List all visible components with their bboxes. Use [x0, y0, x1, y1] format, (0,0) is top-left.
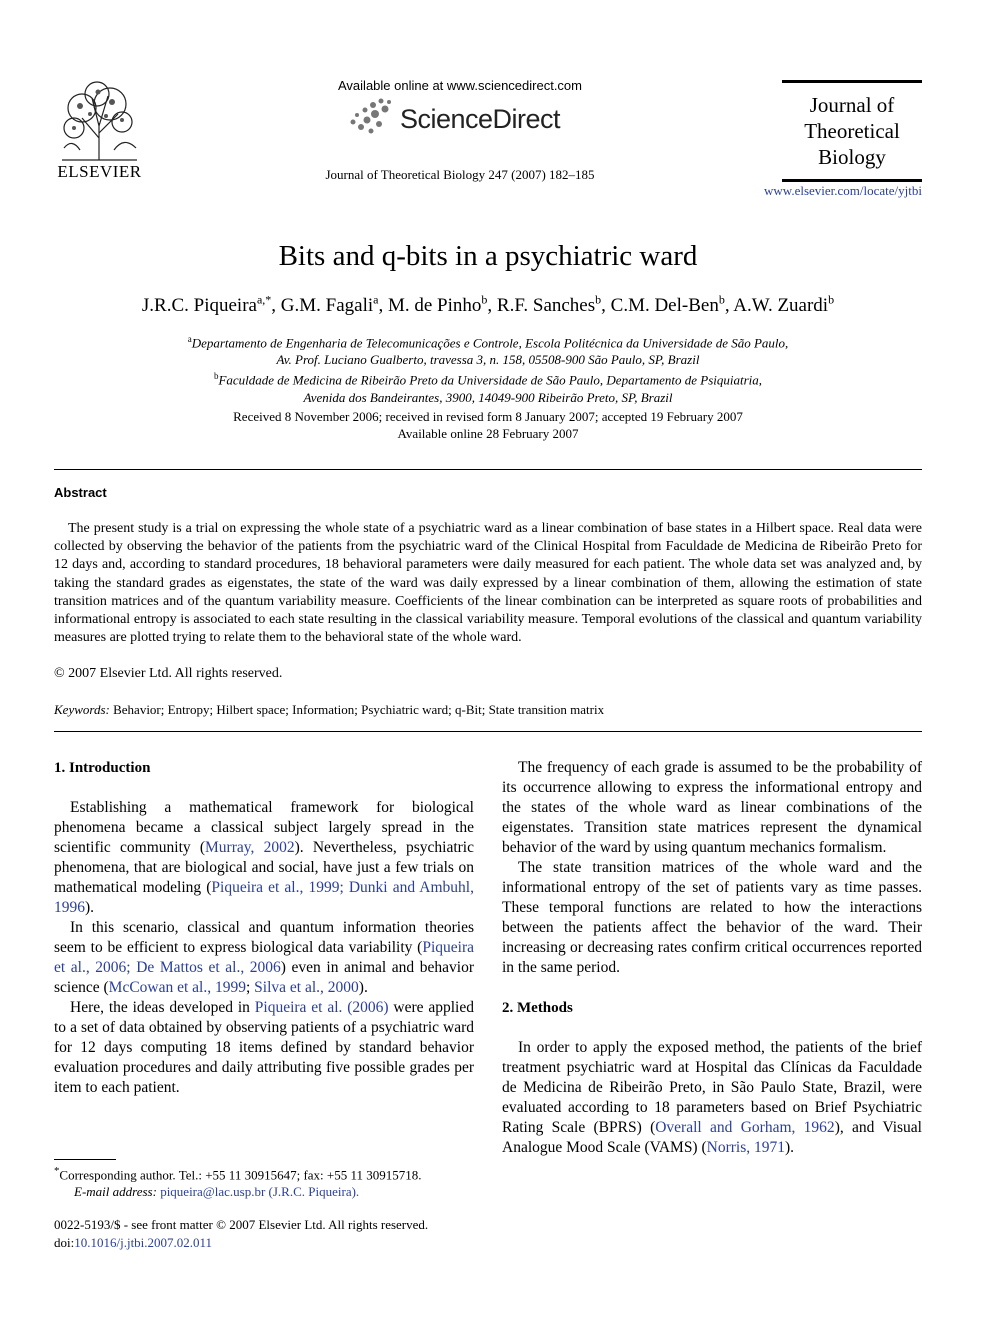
footnote-divider [54, 1159, 116, 1160]
journal-name-line: Theoretical [804, 119, 900, 143]
abstract-text: The present study is a trial on expressing the whole state of a psychiatric ward as a linear combination of base states in a Hilbert space. Real data were collected by observing the behavior of the patients from the psychiatric ward of the Clinical Hospital from Faculdade de Medicina de Ribeirão Preto for 12 days and, according to standard procedures, 18 behavioral parameters were daily measured for each patient. The whole data set was analyzed and, by taking the standard grades as eigenstates, the state of the ward was daily expressed by a linear combination of them, allowing the estimation of state transition matrices and of the quantum variability measure. Coefficients of the linear combination can be interpreted as square roots of probabilities and informational entropy is associated to each state resulting in the classical variability measure. Temporal evolutions of the classical and quantum variability measures are plotted trying to relate them to the behavioral state of the whole ward. [54, 521, 922, 646]
paragraph: Establishing a mathematical framework for biological phenomena became a classical subject largely spread in the scientific community (Murray, 2002). Nevertheless, psychiatric phenomena, that are biological and social, have just a few trials on mathematical modeling (Piqueira et al., 1999; Dunki and Ambuhl, 1996). [54, 799, 474, 916]
email-line: E-mail address: piqueira@lac.usp.br (J.R.C. Piqueira). [74, 1184, 360, 1200]
citation-link[interactable]: Overall and Gorham, 1962 [655, 1119, 835, 1136]
author: C.M. Del-Ben$^b$, [610, 293, 734, 317]
journal-citation: Journal of Theoretical Biology 247 (2007) 182–185 [325, 167, 595, 182]
paragraph: In this scenario, classical and quantum information theories seem to be efficient to express biological data variability (Piqueira et al., 2006; De Mattos et al., 2006) even in animal and behavior science (McCowan et al., 1999; Silva et al., 2000). [54, 919, 474, 996]
divider [54, 469, 922, 470]
publisher-name: ELSEVIER [57, 162, 142, 181]
received-dates: Received 8 November 2006; received in revised form 8 January 2007; accepted 19 February 2007 [233, 409, 743, 424]
section-heading-methods: 2. Methods [502, 1000, 573, 1016]
right-column [502, 758, 922, 1158]
front-matter [54, 1216, 474, 1252]
article-dates [0, 408, 976, 442]
abstract-heading: Abstract [54, 485, 107, 500]
affiliation-address: Avenida dos Bandeirantes, 3900, 14049-900 Ribeirão Preto, SP, Brazil [303, 389, 673, 405]
divider [54, 731, 922, 732]
available-online-text: Available online at www.sciencedirect.com [338, 78, 582, 93]
paragraph: The frequency of each grade is assumed to be the probability of its occurrence allowing to express the informational entropy and the states of the whole ward as linear combinations of the eigenstates. Transition state matrices represent the dynamical behavior of the ward by using quantum mechanics formalism. [502, 759, 922, 856]
author: J.R.C. Piqueira$^{a,*}$, [141, 293, 281, 317]
affiliation: $^a$Departamento de Engenharia de Telecomunicações e Controle, Escola Politécnica da Universidade de São Paulo, [187, 334, 789, 351]
available-date: Available online 28 February 2007 [397, 426, 579, 441]
elsevier-logo [52, 78, 147, 181]
affiliation: $^b$Faculdade de Medicina de Ribeirão Preto da Universidade de São Paulo, Departamento de Psiquiatria, [213, 371, 763, 388]
journal-logo [782, 80, 922, 182]
author: M. de Pinho$^b$, [387, 293, 497, 317]
article-title: Bits and q-bits in a psychiatric ward [278, 240, 698, 272]
author: G.M. Fagali$^a$, [280, 293, 388, 317]
citation-link[interactable]: Norris, 1971 [706, 1139, 785, 1156]
author: A.W. Zuardi$^b$ [733, 293, 835, 317]
sciencedirect-dots-icon [345, 96, 397, 138]
doi-link[interactable]: 10.1016/j.jtbi.2007.02.011 [74, 1235, 213, 1250]
citation-link[interactable]: Piqueira et al., 1999; Dunki and Ambuhl, 1996 [54, 879, 474, 916]
journal-url-link[interactable]: www.elsevier.com/locate/yjtbi [764, 183, 922, 198]
issn-line: 0022-5193/$ - see front matter © 2007 Elsevier Ltd. All rights reserved. [54, 1217, 429, 1232]
paragraph: Here, the ideas developed in Piqueira et al. (2006) were applied to a set of data obtained by observing patients of a psychiatric ward for 12 days computing 18 items defined by standard behavior evaluation procedures and daily attributing five possible grades per item to each patient. [54, 999, 474, 1096]
paragraph: In order to apply the exposed method, the patients of the brief treatment psychiatric ward at Hospital das Clínicas da Faculdade de Medicina de Ribeirão Preto, in São Paulo State, Brazil, were evaluated according to 18 parameters based on Brief Psychiatric Rating Scale (BPRS) (Overall and Gorham, 1962), and Visual Analogue Mood Scale (VAMS) (Norris, 1971). [502, 1039, 922, 1156]
sciencedirect-logo [345, 96, 605, 140]
keywords: Keywords: Behavior; Entropy; Hilbert space; Information; Psychiatric ward; q-Bit; State transition matrix [54, 702, 605, 717]
journal-name-line: Journal of [809, 93, 895, 117]
author: R.F. Sanches$^b$, [496, 293, 611, 317]
citation-link[interactable]: Piqueira et al. (2006) [254, 999, 389, 1016]
section-heading-introduction: 1. Introduction [54, 760, 151, 776]
affiliation-address: Av. Prof. Luciano Gualberto, travessa 3, n. 158, 05508-900 São Paulo, SP, Brazil [276, 352, 700, 368]
citation-link[interactable]: McCowan et al., 1999 [108, 979, 246, 996]
citation-link[interactable]: Silva et al., 2000 [254, 979, 359, 996]
sciencedirect-wordmark: ScienceDirect [400, 104, 561, 134]
doi-line: doi:10.1016/j.jtbi.2007.02.011 [54, 1235, 213, 1250]
citation-link[interactable]: Murray, 2002 [205, 839, 295, 856]
journal-name-line: Biology [818, 145, 886, 169]
email-link[interactable]: piqueira@lac.usp.br (J.R.C. Piqueira). [160, 1184, 360, 1200]
paragraph: The state transition matrices of the whole ward and the informational entropy of the set of patients vary as time passes. These temporal functions are related to how the interactions between the patients affect the behavior of the ward. Their increasing or decreasing rates confirm critical occurrences reported in the same period. [502, 859, 922, 976]
affiliations [0, 331, 976, 406]
citation-link[interactable]: Piqueira et al., 2006; De Mattos et al., 2006 [54, 939, 474, 976]
left-column [54, 758, 474, 1098]
footnote [54, 1163, 474, 1200]
author-list [0, 293, 976, 317]
copyright-notice: © 2007 Elsevier Ltd. All rights reserved. [54, 666, 283, 681]
corresponding-author: *Corresponding author. Tel.: +55 11 30915647; fax: +55 11 30915718. [54, 1165, 422, 1183]
elsevier-tree-icon [52, 78, 147, 162]
